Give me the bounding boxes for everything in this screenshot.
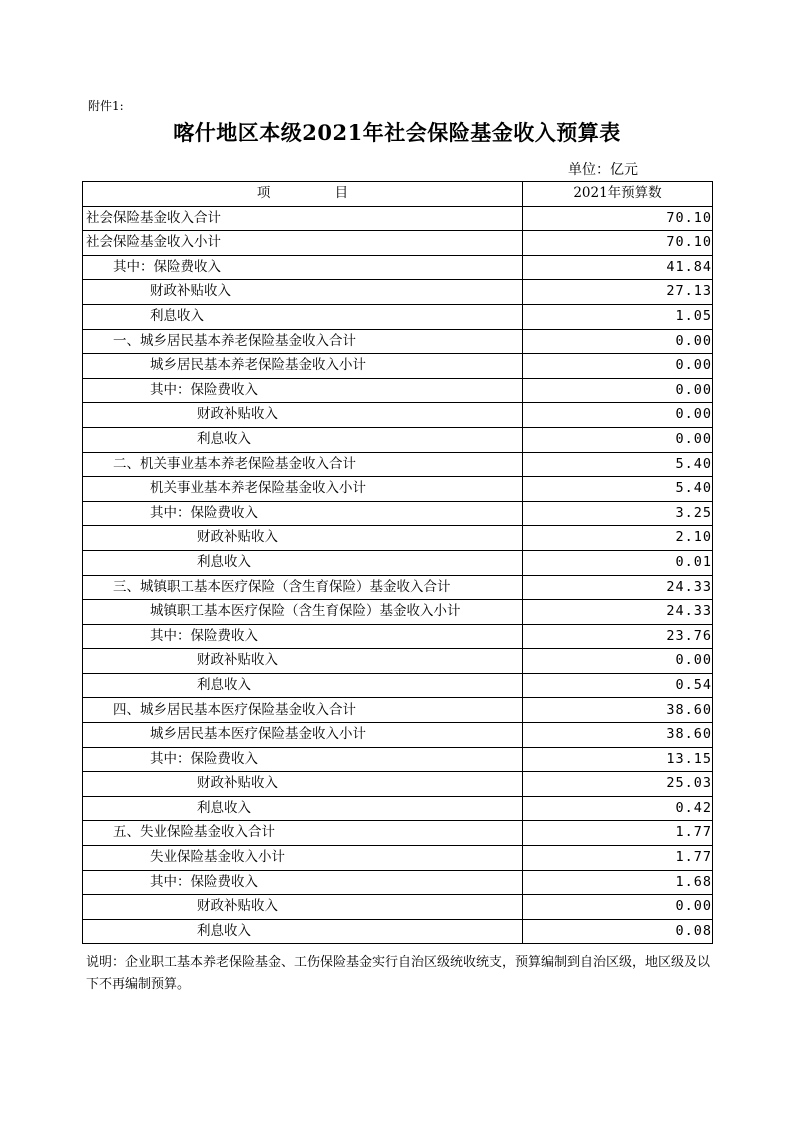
table-row [83,895,713,920]
row-label: 其中：保险费收入 [83,624,523,649]
row-value: 1.77 [523,821,713,846]
row-label: 一、城乡居民基本养老保险基金收入合计 [83,329,523,354]
row-value: 38.60 [523,698,713,723]
table-header-row [83,182,713,207]
table-row [83,378,713,403]
row-value: 24.33 [523,600,713,625]
table-row [83,477,713,502]
row-value: 5.40 [523,452,713,477]
row-value: 70.10 [523,206,713,231]
table-row [83,649,713,674]
row-label: 其中：保险费收入 [83,501,523,526]
table-row [83,698,713,723]
table-row [83,624,713,649]
row-value: 2.10 [523,526,713,551]
table-row [83,600,713,625]
row-label: 其中：保险费收入 [83,747,523,772]
row-label: 财政补贴收入 [83,649,523,674]
column-header-item [83,182,523,207]
row-label: 三、城镇职工基本医疗保险（含生育保险）基金收入合计 [83,575,523,600]
row-label: 利息收入 [83,796,523,821]
table-row [83,452,713,477]
row-label: 财政补贴收入 [83,526,523,551]
row-label: 其中：保险费收入 [83,870,523,895]
row-value: 0.42 [523,796,713,821]
table-row [83,821,713,846]
table-row [83,304,713,329]
row-label: 财政补贴收入 [83,280,523,305]
table-row [83,427,713,452]
row-label: 利息收入 [83,919,523,944]
table-row [83,747,713,772]
column-header-budget: 2021年预算数 [523,182,713,207]
row-value: 27.13 [523,280,713,305]
row-label: 机关事业基本养老保险基金收入小计 [83,477,523,502]
table-row [83,846,713,871]
row-label: 社会保险基金收入合计 [83,206,523,231]
row-value: 1.05 [523,304,713,329]
row-label: 财政补贴收入 [83,772,523,797]
row-value: 0.00 [523,403,713,428]
row-value: 38.60 [523,723,713,748]
table-row [83,280,713,305]
row-value: 0.01 [523,550,713,575]
row-label: 利息收入 [83,427,523,452]
table-row [83,501,713,526]
row-label: 城乡居民基本医疗保险基金收入小计 [83,723,523,748]
page-title: 喀什地区本级2021年社会保险基金收入预算表 [173,120,621,145]
table-row [83,231,713,256]
row-value: 1.77 [523,846,713,871]
attachment-label: 附件1: [88,99,124,113]
table-row [83,772,713,797]
row-label: 四、城乡居民基本医疗保险基金收入合计 [83,698,523,723]
table-row [83,919,713,944]
row-value: 0.00 [523,378,713,403]
row-value: 1.68 [523,870,713,895]
table-row [83,673,713,698]
row-label: 利息收入 [83,673,523,698]
row-label: 财政补贴收入 [83,895,523,920]
table-row [83,575,713,600]
table-row [83,255,713,280]
unit-label: 单位：亿元 [568,162,638,178]
row-value: 24.33 [523,575,713,600]
row-label: 城乡居民基本养老保险基金收入小计 [83,354,523,379]
budget-table [82,181,713,944]
table-row [83,870,713,895]
row-value: 0.54 [523,673,713,698]
table-row [83,354,713,379]
row-value: 13.15 [523,747,713,772]
row-value: 0.00 [523,427,713,452]
footnote: 说明：企业职工基本养老保险基金、工伤保险基金实行自治区级统收统支，预算编制到自治区级，地区级及以下不再编制预算。 [86,955,711,992]
column-header-item-text: 项 目 [256,185,349,202]
row-value: 0.00 [523,649,713,674]
row-value: 41.84 [523,255,713,280]
row-label: 利息收入 [83,550,523,575]
row-value: 0.08 [523,919,713,944]
row-value: 3.25 [523,501,713,526]
row-label: 社会保险基金收入小计 [83,231,523,256]
row-label: 城镇职工基本医疗保险（含生育保险）基金收入小计 [83,600,523,625]
row-value: 0.00 [523,329,713,354]
row-value: 23.76 [523,624,713,649]
row-label: 其中：保险费收入 [83,255,523,280]
row-label: 利息收入 [83,304,523,329]
table-row [83,550,713,575]
table-row [83,796,713,821]
row-value: 0.00 [523,895,713,920]
row-value: 70.10 [523,231,713,256]
table-row [83,723,713,748]
row-label: 五、失业保险基金收入合计 [83,821,523,846]
row-label: 二、机关事业基本养老保险基金收入合计 [83,452,523,477]
table-body [83,206,713,944]
row-value: 25.03 [523,772,713,797]
row-value: 5.40 [523,477,713,502]
row-value: 0.00 [523,354,713,379]
table-row [83,526,713,551]
row-label: 其中：保险费收入 [83,378,523,403]
table-row [83,329,713,354]
table-row [83,403,713,428]
table-row [83,206,713,231]
row-label: 财政补贴收入 [83,403,523,428]
row-label: 失业保险基金收入小计 [83,846,523,871]
